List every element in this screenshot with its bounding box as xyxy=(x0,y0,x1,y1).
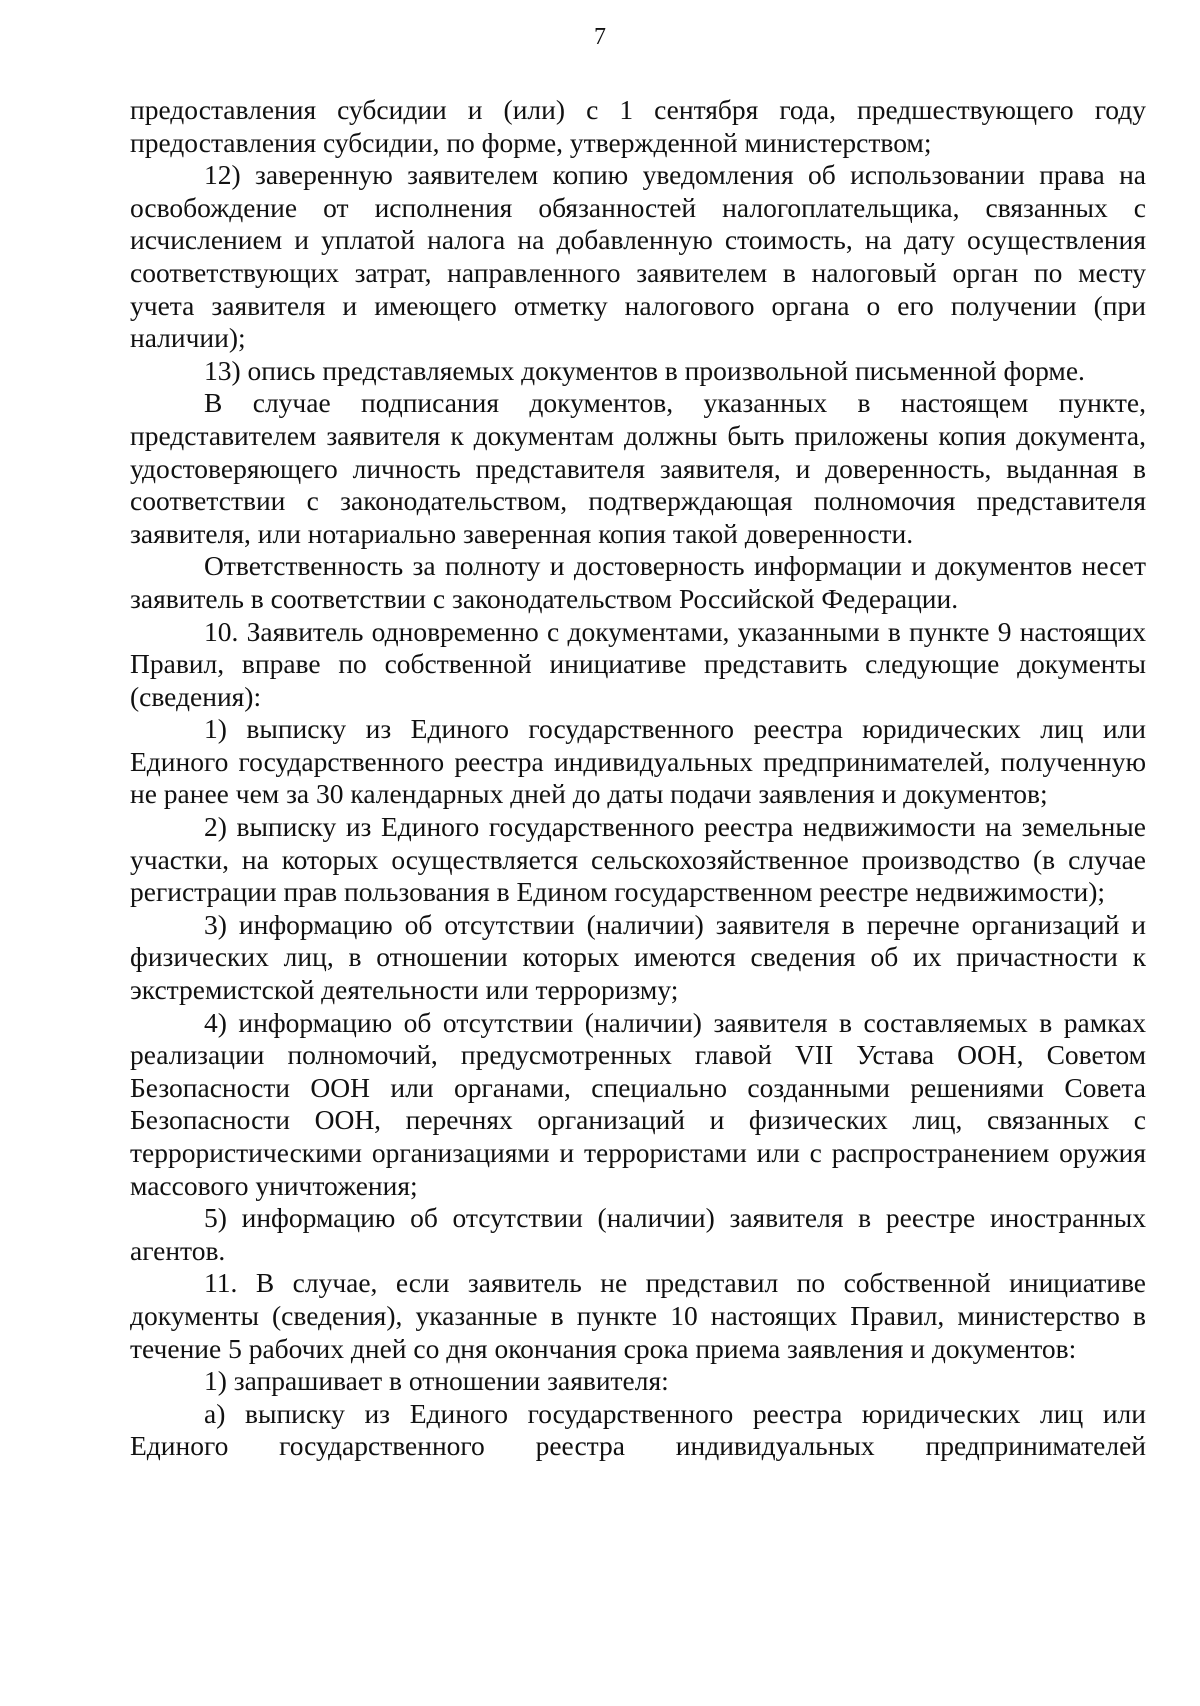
paragraph-clause-11-item-1: 1) запрашивает в отношении заявителя: xyxy=(204,1365,669,1397)
paragraph-clause-11-item-a: а) выписку из Единого государственного реестра юридических лиц или Единого государственного реестра индивидуальных предпринимателей xyxy=(130,1397,1146,1462)
paragraph-clause-10-item-2: 2) выписку из Единого государственного реестра недвижимости на земельные участки, на которых осуществляется сельскохозяйственное производство (в случае регистрации прав пользования в Едином государственном реестре недвижимости); xyxy=(130,811,1146,908)
paragraph-responsibility: Ответственность за полноту и достоверность информации и документов несет заявитель в соответствии с законодательством Российской Федерации. xyxy=(130,550,1146,614)
paragraph-clause-10: 10. Заявитель одновременно с документами, указанными в пункте 9 настоящих Правил, вправе по собственной инициативе представить следующие документы (сведения): xyxy=(130,615,1146,712)
paragraph-clause-10-item-4: 4) информацию об отсутствии (наличии) заявителя в составляемых в рамках реализации полномочий, предусмотренных главой VII Устава ООН, Советом Безопасности ООН или органами, специально созданными решениями Совета Безопасности ООН, перечнях организаций и физических лиц, связанных с террористическими организациями и террористами или с распространением оружия массового уничтожения; xyxy=(130,1006,1146,1201)
paragraph-clause-10-item-5: 5) информацию об отсутствии (наличии) заявителя в реестре иностранных агентов. xyxy=(130,1202,1146,1266)
paragraph-clause-11: 11. В случае, если заявитель не представил по собственной инициативе документы (сведения), указанные в пункте 10 настоящих Правил, министерство в течение 5 рабочих дней со дня окончания срока приема заявления и документов: xyxy=(130,1267,1146,1364)
paragraph-subsidy-continuation: предоставления субсидии и (или) с 1 сентября года, предшествующего году предоставления субсидии, по форме, утвержденной министерством; xyxy=(130,94,1146,158)
paragraph-representative: В случае подписания документов, указанных в настоящем пункте, представителем заявителя к документам должны быть приложены копия документа, удостоверяющего личность представителя заявителя, и доверенность, выданная в соответствии с законодательством, подтверждающая полномочия представителя заявителя, или нотариально заверенная копия такой доверенности. xyxy=(130,387,1146,549)
page-number: 7 xyxy=(594,24,606,50)
document-body xyxy=(130,94,1146,1463)
paragraph-item-13: 13) опись представляемых документов в произвольной письменной форме. xyxy=(204,354,1085,386)
paragraph-item-12: 12) заверенную заявителем копию уведомления об использовании права на освобождение от исполнения обязанностей налогоплательщика, связанных с исчислением и уплатой налога на добавленную стоимость, на дату осуществления соответствующих затрат, направленного заявителем в налоговый орган по месту учета заявителя и имеющего отметку налогового органа о его получении (при наличии); xyxy=(130,159,1146,354)
paragraph-clause-10-item-3: 3) информацию об отсутствии (наличии) заявителя в перечне организаций и физических лиц, в отношении которых имеются сведения об их причастности к экстремистской деятельности или терроризму; xyxy=(130,908,1146,1006)
paragraph-clause-10-item-1: 1) выписку из Единого государственного реестра юридических лиц или Единого государственного реестра индивидуальных предпринимателей, полученную не ранее чем за 30 календарных дней до даты подачи заявления и документов; xyxy=(130,713,1146,810)
